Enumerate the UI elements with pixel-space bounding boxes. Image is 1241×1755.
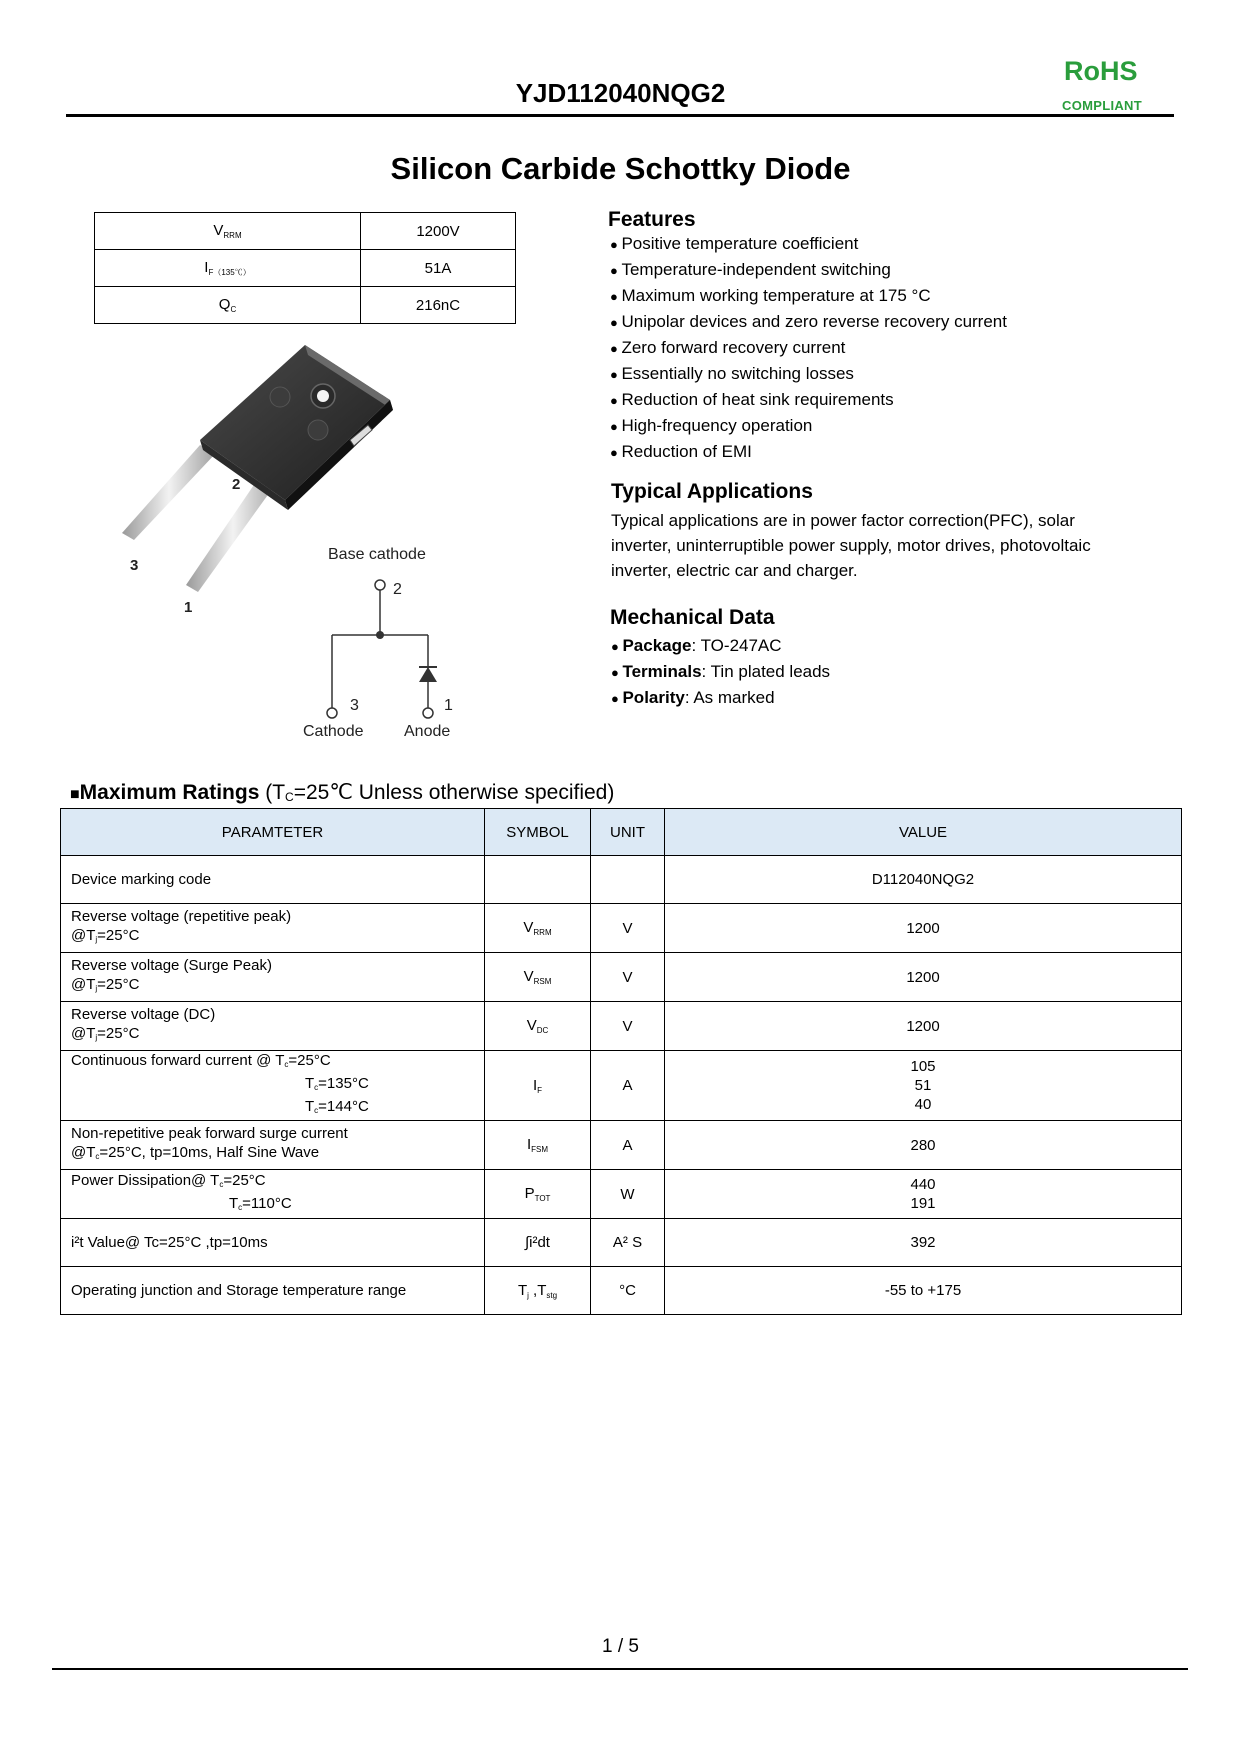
spec-symbol: $I_{F(135℃)}$ bbox=[95, 250, 361, 287]
spec-value: 1200V bbox=[361, 213, 516, 250]
list-item: ● Maximum working temperature at 175 °C bbox=[610, 283, 1007, 309]
value-cell: 280 bbox=[665, 1121, 1182, 1170]
value-cell: 1200 bbox=[665, 1002, 1182, 1051]
param-cell: Reverse voltage (Surge Peak) @Tj=25°C bbox=[61, 953, 485, 1002]
spec-value: 51A bbox=[361, 250, 516, 287]
ejector-mark bbox=[308, 420, 328, 440]
diode-symbol bbox=[419, 667, 437, 682]
list-item: ● Temperature-independent switching bbox=[610, 257, 1007, 283]
unit-cell: A² S bbox=[591, 1219, 665, 1267]
table-row bbox=[61, 1170, 1182, 1219]
list-item: ● High-frequency operation bbox=[610, 413, 1007, 439]
column-header: SYMBOL bbox=[485, 809, 591, 856]
max-ratings-table bbox=[60, 808, 1182, 1315]
pin-number: 1 bbox=[444, 697, 453, 714]
unit-cell: °C bbox=[591, 1267, 665, 1315]
features-heading: Features bbox=[608, 208, 696, 231]
package-illustration bbox=[100, 330, 520, 750]
cathode-label: Cathode bbox=[303, 723, 364, 740]
param-cell: Operating junction and Storage temperature range bbox=[61, 1267, 485, 1315]
list-item: ● Reduction of EMI bbox=[610, 439, 1007, 465]
value-cell: 440 191 bbox=[665, 1170, 1182, 1219]
pin-number: 2 bbox=[232, 476, 241, 493]
anode-label: Anode bbox=[404, 723, 451, 740]
applications-heading: Typical Applications bbox=[611, 480, 813, 503]
symbol-cell: $V_{DC}$ bbox=[485, 1002, 591, 1051]
spec-symbol: $Q_C$ bbox=[95, 287, 361, 324]
unit-cell: A bbox=[591, 1051, 665, 1121]
schematic-terminal-1 bbox=[423, 708, 433, 718]
unit-cell: V bbox=[591, 953, 665, 1002]
value-cell: 392 bbox=[665, 1219, 1182, 1267]
symbol-cell bbox=[485, 856, 591, 904]
unit-cell: W bbox=[591, 1170, 665, 1219]
value-cell: 105 51 40 bbox=[665, 1051, 1182, 1121]
part-number: YJD112040NQG2 bbox=[515, 78, 726, 108]
rohs-compliant-label: COMPLIANT bbox=[1062, 98, 1142, 113]
unit-cell bbox=[591, 856, 665, 904]
symbol-cell: $V_{RRM}$ bbox=[485, 904, 591, 953]
table-row bbox=[61, 1002, 1182, 1051]
symbol-cell: $V_{RSM}$ bbox=[485, 953, 591, 1002]
list-item: ● Package: TO-247AC bbox=[611, 636, 782, 655]
value-cell: D112040NQG2 bbox=[665, 856, 1182, 904]
symbol-cell: $I_{FSM}$ bbox=[485, 1121, 591, 1170]
pin-number: 3 bbox=[130, 557, 139, 574]
table-row bbox=[61, 1051, 1182, 1121]
param-cell: Non-repetitive peak forward surge current @Tc=25°C, tp=10ms, Half Sine Wave bbox=[61, 1121, 485, 1170]
table-header-row bbox=[61, 809, 1182, 856]
spec-value: 216nC bbox=[361, 287, 516, 324]
symbol-cell: $P_{TOT}$ bbox=[485, 1170, 591, 1219]
pin-number: 1 bbox=[184, 599, 193, 616]
column-header: PARAMTETER bbox=[61, 809, 485, 856]
param-cell: Device marking code bbox=[61, 856, 485, 904]
symbol-cell: ∫i²dt bbox=[485, 1219, 591, 1267]
list-item: ● Positive temperature coefficient bbox=[610, 231, 1007, 257]
table-row bbox=[61, 856, 1182, 904]
column-header: UNIT bbox=[591, 809, 665, 856]
param-cell: Continuous forward current @ Tc=25°C Tc=135°C Tc=144°C bbox=[61, 1051, 485, 1121]
rohs-logo: RoHS bbox=[1064, 56, 1138, 86]
table-row bbox=[95, 213, 516, 250]
list-item: ● Terminals: Tin plated leads bbox=[611, 662, 831, 681]
table-row bbox=[61, 1267, 1182, 1315]
list-item: ● Unipolar devices and zero reverse recovery current bbox=[610, 309, 1007, 335]
lead-3 bbox=[122, 445, 216, 540]
base-cathode-label: Base cathode bbox=[328, 546, 426, 563]
column-header: VALUE bbox=[665, 809, 1182, 856]
table-row bbox=[95, 287, 516, 324]
key-specs-table bbox=[94, 212, 516, 324]
list-item: ● Polarity: As marked bbox=[611, 688, 775, 707]
value-cell: 1200 bbox=[665, 904, 1182, 953]
pin-number: 2 bbox=[393, 581, 402, 598]
mechanical-list bbox=[611, 633, 830, 711]
mechanical-heading: Mechanical Data bbox=[610, 606, 775, 629]
unit-cell: A bbox=[591, 1121, 665, 1170]
value-cell: 1200 bbox=[665, 953, 1182, 1002]
max-ratings-heading: ■Maximum Ratings (TC=25℃ Unless otherwise specified) bbox=[70, 781, 615, 804]
features-list bbox=[610, 231, 1007, 465]
schematic-terminal-3 bbox=[327, 708, 337, 718]
ejector-mark bbox=[270, 387, 290, 407]
list-item: ● Zero forward recovery current bbox=[610, 335, 1007, 361]
header-rule bbox=[66, 114, 1174, 117]
package-body bbox=[200, 345, 390, 500]
footer-rule bbox=[52, 1668, 1188, 1670]
param-cell: Reverse voltage (DC) @Tj=25°C bbox=[61, 1002, 485, 1051]
param-cell: i²t Value@ Tc=25°C ,tp=10ms bbox=[61, 1219, 485, 1267]
table-row bbox=[61, 1219, 1182, 1267]
document-title: Silicon Carbide Schottky Diode bbox=[390, 151, 851, 186]
table-row bbox=[95, 250, 516, 287]
table-row bbox=[61, 904, 1182, 953]
list-item: ● Reduction of heat sink requirements bbox=[610, 387, 1007, 413]
table-row bbox=[61, 1121, 1182, 1170]
page-number: 1 / 5 bbox=[602, 1636, 639, 1657]
symbol-cell: $I_F$ bbox=[485, 1051, 591, 1121]
pin-number: 3 bbox=[350, 697, 359, 714]
unit-cell: V bbox=[591, 904, 665, 953]
value-cell: -55 to +175 bbox=[665, 1267, 1182, 1315]
table-row bbox=[61, 953, 1182, 1002]
unit-cell: V bbox=[591, 1002, 665, 1051]
symbol-cell: $T_j$ $,T_{stg}$ bbox=[485, 1267, 591, 1315]
spec-symbol: $V_{RRM}$ bbox=[95, 213, 361, 250]
applications-text: Typical applications are in power factor correction(PFC), solar inverter, uninterruptible power supply, motor drives, photovoltaic inverter, electric car and charger. bbox=[611, 511, 1091, 580]
param-cell: Power Dissipation@ Tc=25°C Tc=110°C bbox=[61, 1170, 485, 1219]
param-cell: Reverse voltage (repetitive peak) @Tj=25°C bbox=[61, 904, 485, 953]
list-item: ● Essentially no switching losses bbox=[610, 361, 1007, 387]
schematic-terminal-2 bbox=[375, 580, 385, 590]
